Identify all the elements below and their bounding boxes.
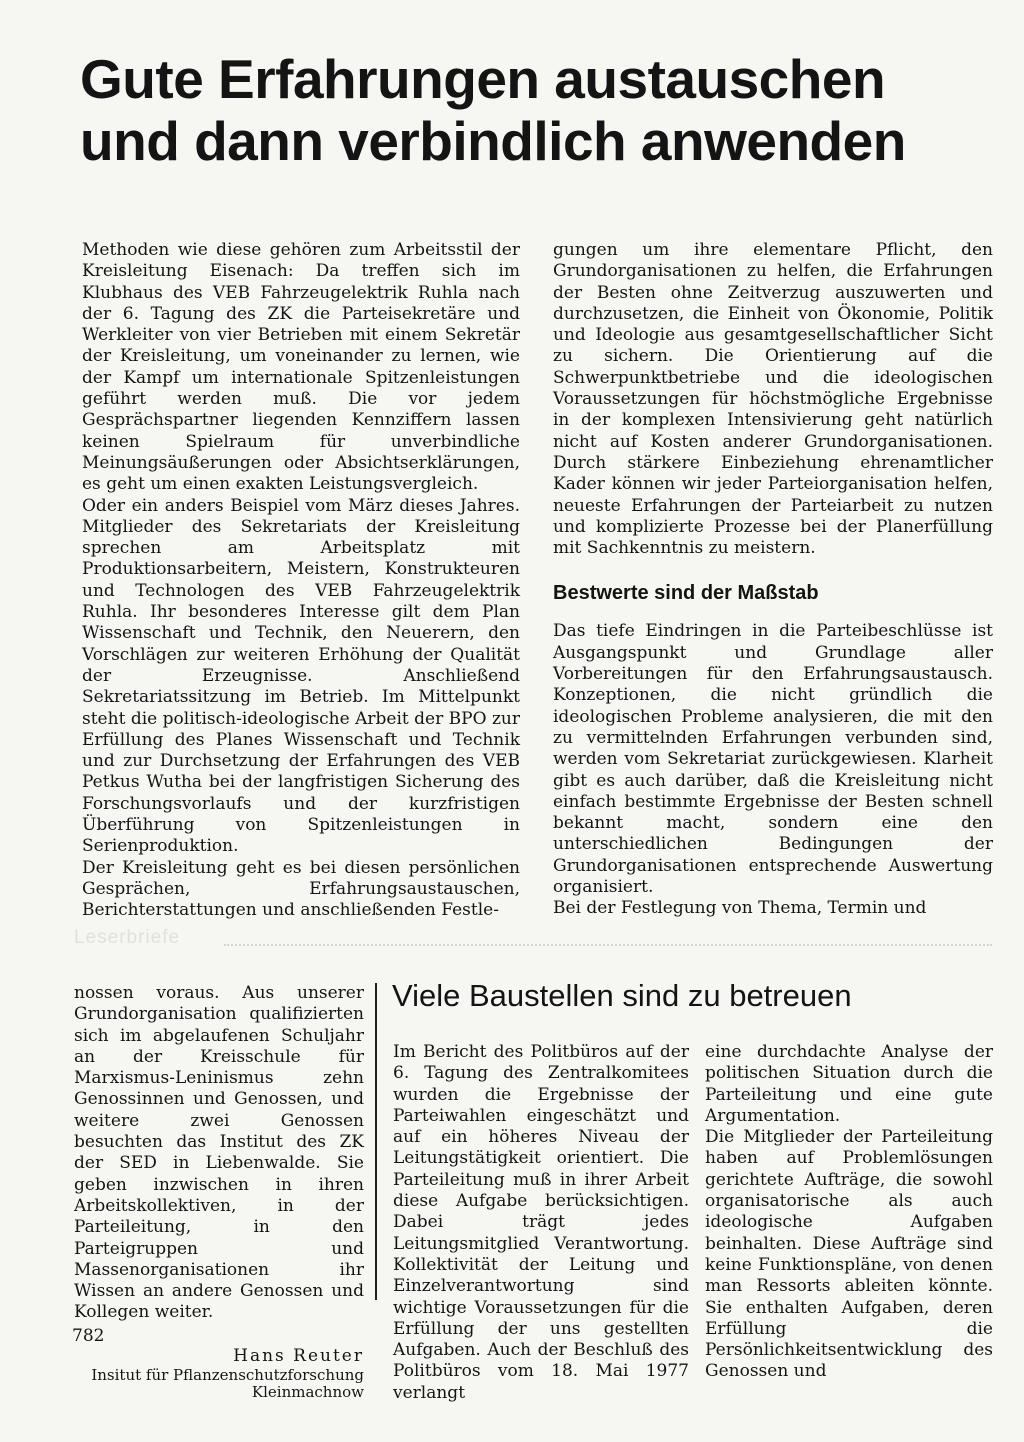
article-paragraph-2: Oder ein anders Beispiel vom März dieses Jahres. Mitglieder des Sekretariats der Kreisleitung sprechen am Arbeitsplatz mit Produktionsarbeitern, Meistern, Konstrukteuren und Technologen des VEB Fahrzeugelektrik Ruhla. Ihr besonderes Interesse gilt dem Plan Wissenschaft und Technik, den Neuerern, den Vorschlägen zur weiteren Erhöhung der Qualität der Erzeugnisse. Anschließend Sekretariatssitzung im Betrieb. Im Mittelpunkt steht die politisch-ideologische Arbeit der BPO zur Erfüllung des Planes Wissenschaft und Technik und zur Durchsetzung der Erfahrungen des VEB Petkus Wutha bei der langfristigen Sicherung des Forschungsvorlaufs und der kurzfristigen Überführung von Spitzenleistungen in Serienproduktion.	[82, 495, 520, 857]
article-column-1	[82, 240, 520, 922]
letter-1-institution-line-2: Kleinmachnow	[251, 1383, 364, 1402]
article-paragraph-6: Bei der Festlegung von Thema, Termin und	[553, 898, 927, 919]
letter-1-institution-line-1: Insitut für Pflanzenschutzforschung	[91, 1366, 364, 1385]
headline-line-2: und dann verbindlich anwenden	[80, 110, 906, 172]
letter-1-text: nossen voraus. Aus unserer Grundorganisation qualifizierten sich im abgelaufenen Schuljahr an der Kreisschule für Marxismus-Leninismus zehn Genossinnen und Genossen, und weitere zwei Genossen besuchten das Institut des ZK der SED in Liebenwalde. Sie geben inzwischen in ihren Arbeitskollektiven, in der Parteileitung, in den Parteigruppen und Massenorganisationen ihr Wissen an andere Genossen und Kollegen weiter.	[74, 983, 364, 1323]
letter-2-column-b	[705, 1042, 993, 1383]
rubric-divider	[224, 944, 992, 946]
letter-2-paragraph-3: Die Mitglieder der Parteileitung haben auf Problemlösungen gerichtete Aufträge, die sowohl organisatorische als auch ideologische Aufgaben beinhalten. Diese Aufträge sind keine Funktionspläne, von denen man Ressorts ableiten könnte. Sie enthalten Aufgaben, deren Erfüllung die Persönlichkeitsentwicklung des Genossen und	[705, 1127, 993, 1382]
letter-1-institution	[74, 1367, 364, 1401]
letter-2-column-a	[393, 1042, 689, 1404]
article-headline	[80, 48, 980, 172]
column-divider	[375, 983, 377, 1300]
headline-line-1: Gute Erfahrungen austauschen	[80, 48, 886, 110]
article-subhead: Bestwerte sind der Maßstab	[553, 582, 819, 605]
page-number: 782	[72, 1326, 105, 1346]
article-paragraph-3: Der Kreisleitung geht es bei diesen persönlichen Gesprächen, Erfahrungsaustauschen, Berichterstattungen und anschließenden Festle-	[82, 857, 520, 921]
letter-1-author	[74, 1346, 364, 1367]
rubric-bar	[74, 927, 992, 949]
article-paragraph-1: Methoden wie diese gehören zum Arbeitsstil der Kreisleitung Eisenach: Da treffen sich im Klubhaus des VEB Fahrzeugelektrik Ruhla nach der 6. Tagung des ZK die Parteisekretäre und Werkleiter von vier Betrieben mit einem Sekretär der Kreisleitung, um voneinander zu lernen, wie der Kampf um internationale Spitzenleistungen geführt werden muß. Die vor jedem Gesprächspartner liegenden Kennziffern lassen keinen Spielraum für unverbindliche Meinungsäußerungen oder Absichtserklärungen, es geht um einen exakten Leistungsvergleich.	[82, 240, 520, 495]
article-column-2	[553, 240, 993, 920]
article-paragraph-4: gungen um ihre elementare Pflicht, den Grundorganisationen zu helfen, die Erfahrungen der Besten ohne Zeitverzug auszuwerten und durchzusetzen, die Einheit von Ökonomie, Politik und Ideologie aus gesamtgesellschaftlicher Sicht zu sichern. Die Orientierung auf die Schwerpunktbetriebe und die ideologischen Voraussetzungen für höchstmögliche Ergebnisse in der komplexen Intensivierung geht natürlich nicht auf Kosten anderer Grundorganisationen. Durch stärkere Einbeziehung ehrenamtlicher Kader können wir jeder Parteiorganisation helfen, neueste Erfahrungen der Parteiarbeit zu nutzen und komplizierte Prozesse bei der Planerfüllung mit Sachkenntnis zu meistern.	[553, 240, 993, 559]
letter-2-paragraph-2: eine durchdachte Analyse der politischen Situation durch die Parteileitung und eine gute Argumentation.	[705, 1042, 993, 1126]
letter-2-headline: Viele Baustellen sind zu betreuen	[392, 978, 852, 1013]
letter-2-paragraph-1: Im Bericht des Politbüros auf der 6. Tagung des Zentralkomitees wurden die Ergebnisse der Parteiwahlen eingeschätzt und auf ein höheres Niveau der Leitungstätigkeit orientiert. Die Parteileitung muß in ihrer Arbeit diese Aufgabe berücksichtigen. Dabei trägt jedes Leitungsmitglied Verantwortung. Kollektivität der Leitung und Einzelverantwortung sind wichtige Voraussetzungen für die Erfüllung der uns gestellten Aufgaben. Auch der Beschluß des Politbüros vom 18. Mai 1977 verlangt	[393, 1042, 689, 1403]
letter-1-column	[74, 983, 364, 1401]
rubric-label: Leserbriefe	[74, 927, 181, 948]
article-paragraph-5: Das tiefe Eindringen in die Parteibeschlüsse ist Ausgangspunkt und Grundlage aller Vorbereitungen für den Erfahrungsaustausch. Konzeptionen, die nicht gründlich die ideologischen Probleme analysieren, die mit den zu vermittelnden Erfahrungen verbunden sind, werden vom Sekretariat zurückgewiesen. Klarheit gibt es auch darüber, daß die Kreisleitung nicht einfach bestimmte Ergebnisse der Besten schnell bekannt macht, sondern eine den unterschiedlichen Bedingungen der Grundorganisationen entsprechende Auswertung organisiert.	[553, 621, 993, 898]
letter-1-author-name: Hans Reuter	[233, 1345, 364, 1366]
